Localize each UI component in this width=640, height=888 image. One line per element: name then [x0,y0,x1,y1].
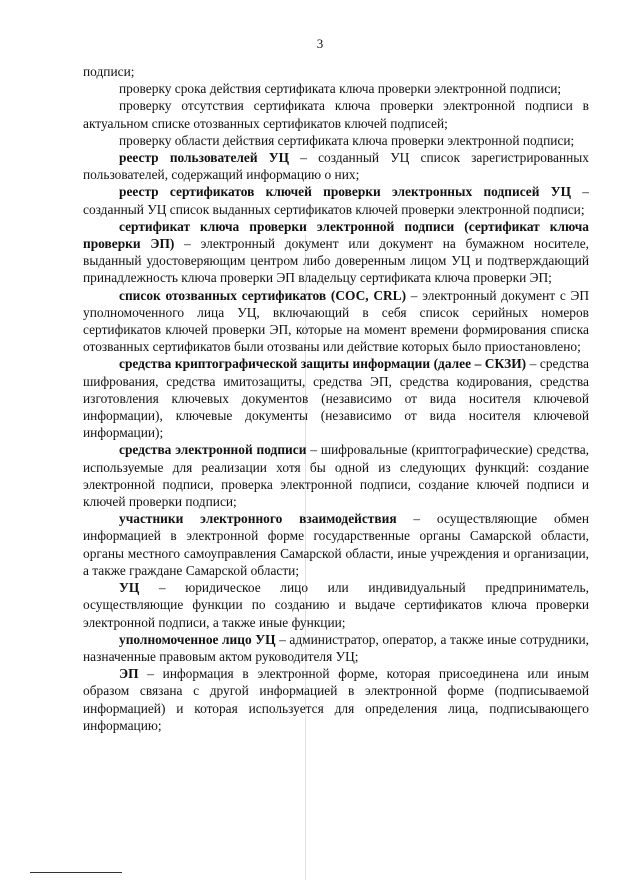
definition: проверку области действия сертификата ключа проверки электронной подписи; [119,132,575,148]
definition: – созданный УЦ список выданных сертификатов ключей проверки электронной подписи; [83,184,589,217]
paragraph [83,183,589,217]
paragraph [83,510,589,579]
paragraph [83,287,589,356]
term: ЭП [119,666,139,682]
document-body [83,63,589,734]
paragraph [83,97,589,131]
definition: – созданный УЦ список зарегистрированных пользователей, содержащий информацию о них; [83,150,589,183]
paragraph [83,665,589,734]
definition: проверку срока действия сертификата ключа проверки электронной подписи; [119,81,562,97]
definition: – средства шифрования, средства имитозащиты, средства ЭП, средства кодирования, средства изготовления ключевых документов (независимо от вида носителя ключевой информации), ключевые документы (независимо от вида носителя ключевой информации); [83,356,589,441]
term: участники электронного взаимодействия [119,511,397,527]
definition: – электронный документ или документ на бумажном носителе, выданный удостоверяющим центром либо доверенным лицом УЦ и подтверждающий принадлежность ключа проверки ЭП владельцу сертификата ключа проверки ЭП; [83,236,589,286]
definition: подписи; [83,64,135,79]
footer-rule [30,872,122,873]
definition: – электронный документ с ЭП уполномоченного лица УЦ, включающий в себя список серийных номеров сертификатов ключей проверки ЭП, которые на момент времени формирования списка отозванных сертификатов были отозваны или действие которых было приостановлено; [83,287,589,355]
term: средства криптографической защиты информации (далее – СКЗИ) [119,356,527,372]
paragraph [83,631,589,665]
paragraph [83,149,589,183]
paragraph [83,218,589,287]
definition: проверку отсутствия сертификата ключа проверки электронной подписи в актуальном списке отозванных сертификатов ключей подписей; [83,98,589,131]
paragraph [83,441,589,510]
term: реестр пользователей УЦ [119,150,290,166]
definition: – шифровальные (криптографические) средства, используемые для реализации хотя бы одной из следующих функций: создание электронной подписи, проверка электронной подписи, создание ключей подписи и ключей проверки подписи; [83,442,589,510]
term: реестр сертификатов ключей проверки электронных подписей УЦ [119,184,571,200]
page-number: 3 [316,36,324,51]
definition: – информация в электронной форме, которая присоединена или иным образом связана с другой информацией в электронной форме (подписываемой информацией) и которая используется для определения лица, подписывающего информацию; [83,666,589,733]
term: УЦ [119,580,140,596]
term: средства электронной подписи [119,442,307,458]
term: уполномоченное лицо УЦ [119,631,276,647]
definition: – юридическое лицо или индивидуальный предприниматель, осуществляющие функции по созданию и выдаче сертификатов ключа проверки электронной подписи, а также иные функции; [83,580,589,630]
definition: – администратор, оператор, а также иные сотрудники, назначенные правовым актом руководителя УЦ; [83,631,589,664]
paragraph [83,355,589,441]
scan-fold-line [305,235,306,880]
paragraph [83,63,589,80]
paragraph [83,80,589,97]
paragraph [83,579,589,631]
paragraph [83,132,589,149]
term: список отозванных сертификатов (СОС, CRL) [119,287,407,303]
term: сертификат ключа проверки электронной подписи (сертификат ключа проверки ЭП) [83,218,589,252]
definition: – осуществляющие обмен информацией в электронной форме государственные органы Самарской области, органы местного самоуправления Самарской области, иные учреждения и организации, а также граждане Самарской области; [83,511,589,578]
